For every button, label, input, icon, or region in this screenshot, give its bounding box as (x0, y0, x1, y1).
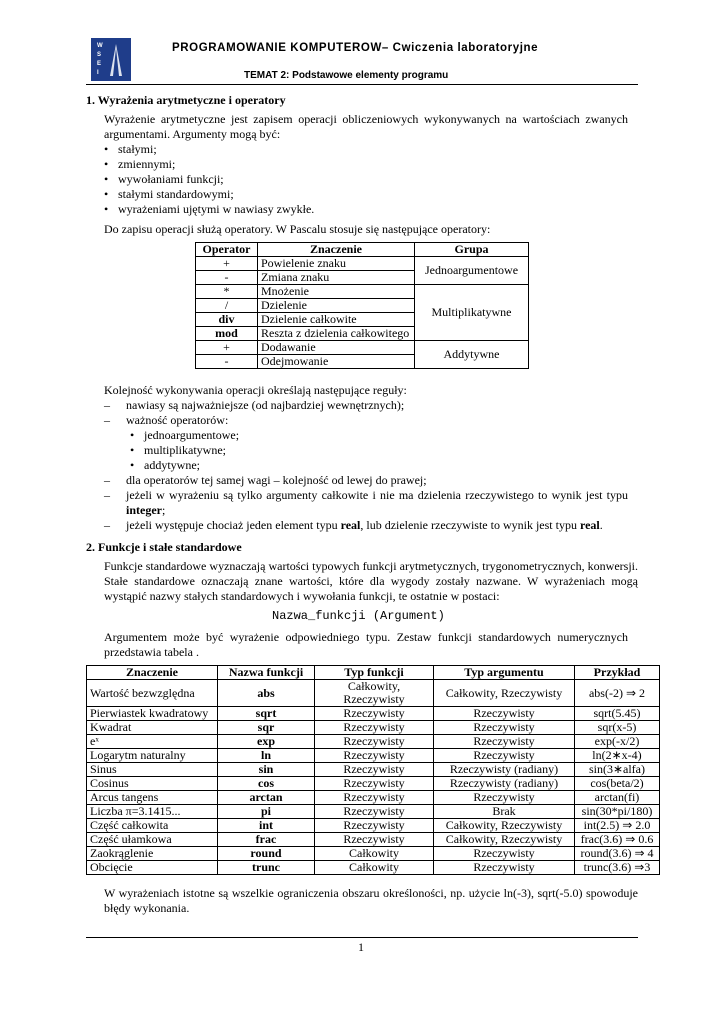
section1-heading: 1. Wyrażenia arytmetyczne i operatory (86, 93, 286, 107)
table-row (87, 791, 660, 805)
table-cell: Zaokrąglenie (87, 847, 218, 861)
table-cell: Całkowity, Rzeczywisty (434, 680, 575, 707)
table-cell: Brak (434, 805, 575, 819)
table-cell: - (196, 271, 258, 285)
table-cell: Rzeczywisty (315, 721, 434, 735)
table-cell: cos(beta/2) (575, 777, 660, 791)
section2-paragraph: Funkcje standardowe wyznaczają wartości typowych funkcji arytmetycznych, trygonometrycznych, konwersji. Stałe standardowe oznaczają znane wartości, które dla wygody zostały nazwane. W wyrażeniach mogą wystąpić nazwy stałych standardowych i wywołania funkcji, te ostatnie w postaci: (104, 559, 638, 603)
table-row (87, 721, 660, 735)
section2-paragraph: Argumentem może być wyrażenie odpowiedniego typu. Zestaw funkcji standardowych numerycznych przedstawia tabela . (104, 630, 628, 659)
table-cell: Odejmowanie (258, 355, 415, 369)
operators-table (195, 242, 529, 369)
table-cell: Rzeczywisty (315, 707, 434, 721)
column-header: Grupa (415, 243, 529, 257)
table-cell: pi (218, 805, 315, 819)
functions-table (86, 665, 660, 875)
table-cell: Powielenie znaku (258, 257, 415, 271)
table-cell: Mnożenie (258, 285, 415, 299)
table-cell: Część ułamkowa (87, 833, 218, 847)
table-cell: frac(3.6) ⇒ 0.6 (575, 833, 660, 847)
rules-intro: Kolejność wykonywania operacji określają następujące reguły: (104, 383, 407, 397)
table-cell: Arcus tangens (87, 791, 218, 805)
table-cell: Zmiana znaku (258, 271, 415, 285)
logo-letter: W (97, 43, 103, 49)
table-cell: Dzielenie (258, 299, 415, 313)
table-cell: abs(-2) ⇒ 2 (575, 680, 660, 707)
list-item: • zmiennymi; (104, 157, 176, 171)
table-cell: / (196, 299, 258, 313)
list-item: • jednoargumentowe; (130, 428, 240, 442)
table-cell: Rzeczywisty (radiany) (434, 763, 575, 777)
table-row (87, 763, 660, 777)
table-cell: mod (196, 327, 258, 341)
operators-intro: Do zapisu operacji służą operatory. W Pascalu stosuje się następujące operatory: (104, 222, 491, 236)
page-number: 1 (358, 940, 364, 954)
table-row (196, 341, 529, 355)
table-cell: Rzeczywisty (315, 805, 434, 819)
list-item: – nawiasy są najważniejsze (od najbardziej wewnętrznych); (104, 398, 405, 412)
table-cell: Kwadrat (87, 721, 218, 735)
list-item: • stałymi; (104, 142, 157, 156)
table-cell: Całkowity, Rzeczywisty (315, 680, 434, 707)
table-cell: Całkowity, Rzeczywisty (434, 819, 575, 833)
table-row (87, 833, 660, 847)
list-item: – dla operatorów tej samej wagi – kolejność od lewej do prawej; (104, 473, 427, 487)
table-cell: sqr(x-5) (575, 721, 660, 735)
table-cell: Pierwiastek kwadratowy (87, 707, 218, 721)
list-item: – ważność operatorów: (104, 413, 229, 427)
table-cell: Rzeczywisty (434, 861, 575, 875)
table-cell: int(2.5) ⇒ 2.0 (575, 819, 660, 833)
table-cell: Rzeczywisty (315, 749, 434, 763)
logo-letter: S (97, 52, 102, 58)
table-cell: Rzeczywisty (315, 763, 434, 777)
table-row (87, 707, 660, 721)
table-cell: ln (218, 749, 315, 763)
table-cell: Obcięcie (87, 861, 218, 875)
table-cell: Liczba π=3.1415... (87, 805, 218, 819)
table-cell: Reszta z dzielenia całkowitego (258, 327, 415, 341)
list-item: • addytywne; (130, 458, 200, 472)
section2-heading: 2. Funkcje i stałe standardowe (86, 540, 242, 554)
logo-letter: I (97, 70, 99, 76)
table-cell: abs (218, 680, 315, 707)
table-cell: exp(-x/2) (575, 735, 660, 749)
table-cell: Całkowity, Rzeczywisty (434, 833, 575, 847)
header-divider (86, 84, 638, 85)
wsei-logo (91, 38, 131, 81)
footer-divider (86, 937, 638, 938)
group-cell: Jednoargumentowe (415, 257, 529, 285)
table-cell: - (196, 355, 258, 369)
table-cell: sin(30*pi/180) (575, 805, 660, 819)
table-cell: Rzeczywisty (315, 833, 434, 847)
table-cell: Rzeczywisty (315, 777, 434, 791)
table-cell: eˣ (87, 735, 218, 749)
table-cell: round (218, 847, 315, 861)
table-row (87, 861, 660, 875)
table-row (196, 285, 529, 299)
table-cell: Rzeczywisty (434, 721, 575, 735)
table-cell: sin(3∗alfa) (575, 763, 660, 777)
table-cell: frac (218, 833, 315, 847)
section1-intro: Wyrażenie arytmetyczne jest zapisem operacji obliczeniowych wykonywanych na wartościach zwanych argumentami. Argumenty mogą być: (104, 112, 628, 141)
table-row (87, 819, 660, 833)
table-cell: arctan(fi) (575, 791, 660, 805)
table-cell: + (196, 257, 258, 271)
table-cell: trunc (218, 861, 315, 875)
list-item: – jeżeli występuje chociaż jeden element typu real, lub dzielenie rzeczywiste to wynik jest typu real. (104, 518, 603, 532)
table-row (87, 749, 660, 763)
logo-letter: E (97, 61, 102, 67)
table-cell: Cosinus (87, 777, 218, 791)
table-cell: Dodawanie (258, 341, 415, 355)
table-row (87, 805, 660, 819)
group-cell: Multiplikatywne (415, 285, 529, 341)
table-cell: Rzeczywisty (434, 791, 575, 805)
table-cell: Rzeczywisty (434, 707, 575, 721)
table-cell: sqr (218, 721, 315, 735)
column-header: Nazwa funkcji (218, 666, 315, 680)
list-item: • stałymi standardowymi; (104, 187, 234, 201)
table-cell: cos (218, 777, 315, 791)
list-item: • wywołaniami funkcji; (104, 172, 224, 186)
table-cell: round(3.6) ⇒ 4 (575, 847, 660, 861)
table-cell: Logarytm naturalny (87, 749, 218, 763)
document-subtitle: TEMAT 2: Podstawowe elementy programu (244, 70, 449, 81)
table-cell: Rzeczywisty (315, 735, 434, 749)
table-cell: sqrt(5.45) (575, 707, 660, 721)
function-syntax: Nazwa_funkcji (Argument) (272, 609, 445, 623)
table-cell: int (218, 819, 315, 833)
table-cell: Rzeczywisty (radiany) (434, 777, 575, 791)
table-cell: Część całkowita (87, 819, 218, 833)
list-item: – jeżeli w wyrażeniu są tylko argumenty całkowite i nie ma dzielenia rzeczywistego to wynik jest typu integer; (104, 488, 628, 517)
column-header: Typ funkcji (315, 666, 434, 680)
table-cell: sqrt (218, 707, 315, 721)
table-row (87, 680, 660, 707)
table-cell: Dzielenie całkowite (258, 313, 415, 327)
group-cell: Addytywne (415, 341, 529, 369)
table-cell: Rzeczywisty (315, 819, 434, 833)
rules-list (104, 398, 628, 533)
table-cell: * (196, 285, 258, 299)
table-header-row (196, 243, 529, 257)
table-cell: + (196, 341, 258, 355)
table-cell: Sinus (87, 763, 218, 777)
table-cell: Całkowity (315, 861, 434, 875)
table-cell: Wartość bezwzględna (87, 680, 218, 707)
table-row (196, 257, 529, 271)
column-header: Typ argumentu (434, 666, 575, 680)
table-row (87, 777, 660, 791)
column-header: Znaczenie (87, 666, 218, 680)
document-title: PROGRAMOWANIE KOMPUTEROW– Cwiczenia laboratoryjne (172, 42, 539, 54)
table-row (87, 735, 660, 749)
table-cell: div (196, 313, 258, 327)
table-cell: exp (218, 735, 315, 749)
table-cell: Rzeczywisty (434, 735, 575, 749)
table-cell: Rzeczywisty (315, 791, 434, 805)
column-header: Operator (196, 243, 258, 257)
table-cell: arctan (218, 791, 315, 805)
list-item: • multiplikatywne; (130, 443, 226, 457)
section2-note: W wyrażeniach istotne są wszelkie ograniczenia obszaru określoności, np. użycie ln(-3), sqrt(-5.0) spowoduje błędy wykonania. (104, 886, 638, 915)
table-header-row (87, 666, 660, 680)
table-cell: Całkowity (315, 847, 434, 861)
list-item: • wyrażeniami ujętymi w nawiasy zwykłe. (104, 202, 315, 216)
table-cell: trunc(3.6) ⇒3 (575, 861, 660, 875)
column-header: Znaczenie (258, 243, 415, 257)
table-row (87, 847, 660, 861)
table-cell: Rzeczywisty (434, 847, 575, 861)
table-cell: Rzeczywisty (434, 749, 575, 763)
table-cell: ln(2∗x-4) (575, 749, 660, 763)
table-cell: sin (218, 763, 315, 777)
argument-list (104, 142, 314, 217)
column-header: Przykład (575, 666, 660, 680)
